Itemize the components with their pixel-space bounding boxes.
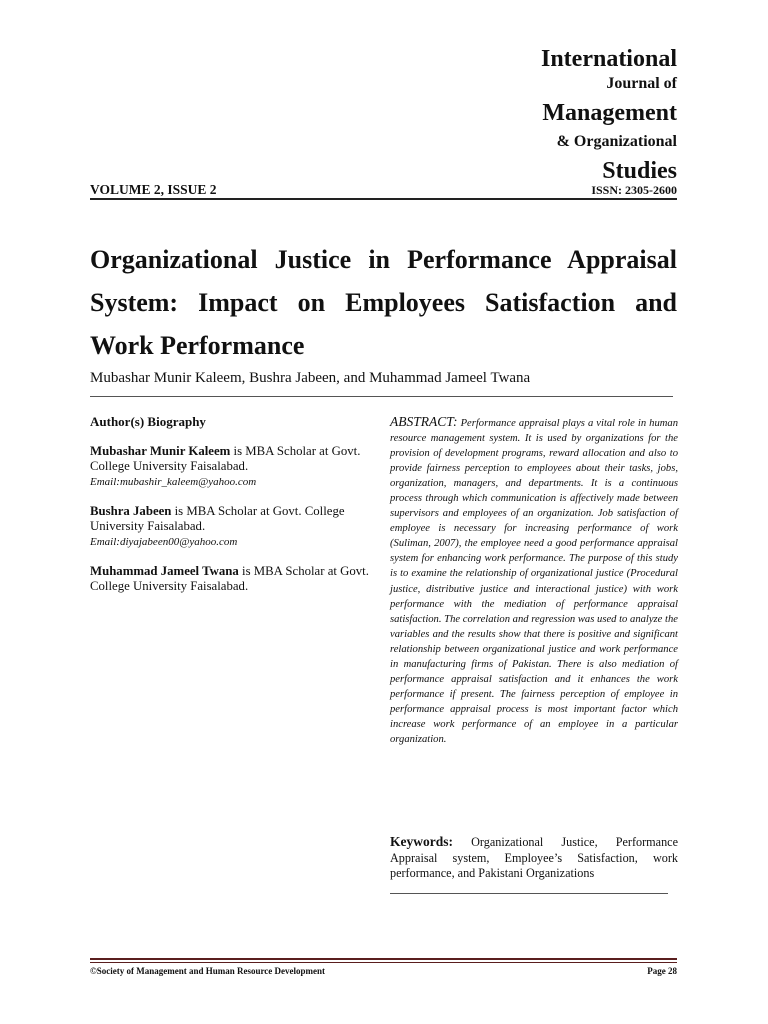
journal-name-line4: & Organizational (556, 133, 677, 150)
author-biography (90, 414, 370, 609)
bio-entry (90, 564, 370, 595)
journal-masthead (541, 44, 677, 186)
article-authors: Mubashar Munir Kaleem, Bushra Jabeen, and Muhammad Jameel Twana (90, 370, 531, 386)
bio-entry (90, 504, 370, 550)
footer-rule (90, 958, 677, 960)
bio-entry (90, 444, 370, 490)
author-name: Mubashar Munir Kaleem (90, 443, 231, 458)
journal-name-line3: Management (542, 100, 677, 126)
abstract (390, 414, 678, 747)
journal-name-line5: Studies (602, 158, 677, 184)
issue-info-bar (90, 182, 677, 200)
article-title: Organizational Justice in Performance Appraisal System: Impact on Employees Satisfaction and Work Performance (90, 245, 677, 360)
author-affiliation: is MBA Scholar at Govt. College University Faisalabad. (90, 503, 345, 533)
volume-issue: VOLUME 2, ISSUE 2 (90, 182, 217, 197)
footer-rule (90, 962, 677, 963)
abstract-text: Performance appraisal plays a vital role in human resource management system. It is used by organizations for the provision of development programs, reward allocation and also to provide fairness perception to employees about their tasks, jobs, organization, managers, and departments. It is a continuous process through which communication is affectively made between supervisors and employees of an organization. Job satisfaction of employee is necessary for increasing performance of work (Suliman, 2007), the employee need a good performance appraisal system for enhancing work performance. The purpose of this study is to examine the relationship of organizational justice (Procedural justice, distributive justice and interactional justice) with work performance with the mediation of performance appraisal satisfaction. The correlation and regression was used to analyze the variables and the results show that there is positive and significant relationship between organizational justice and work performance in manufacturing firms of Pakistan. There is also mediation of performance appraisal satisfaction and it enhances the work performance if present. The fairness perception of employee in performance appraisal process is most important factor which increase work performance of an employee in a particular organization. (390, 418, 678, 745)
keywords-label: Keywords: (390, 834, 453, 849)
page-number: Page 28 (647, 966, 677, 976)
author-email: Email:diyajabeen00@yahoo.com (90, 535, 238, 548)
author-affiliation: is MBA Scholar at Govt. College University Faisalabad. (90, 563, 369, 593)
author-affiliation: is MBA Scholar at Govt. College University Faisalabad. (90, 443, 361, 473)
issn: ISSN: 2305-2600 (591, 183, 677, 197)
keywords (390, 834, 678, 882)
journal-name-line1: International (540, 46, 677, 72)
author-name: Bushra Jabeen (90, 503, 172, 518)
divider (390, 893, 668, 894)
footer-copyright: ©Society of Management and Human Resource Development (90, 966, 326, 976)
abstract-label: ABSTRACT: (390, 414, 458, 429)
keywords-text: Organizational Justice, Performance Appraisal system, Employee’s Satisfaction, work performance, and Pakistani Organizations (390, 835, 678, 880)
biography-heading: Author(s) Biography (90, 414, 206, 429)
author-name: Muhammad Jameel Twana (90, 563, 239, 578)
divider (90, 396, 673, 397)
journal-name-line2: Journal of (606, 75, 677, 92)
author-email: Email:mubashir_kaleem@yahoo.com (90, 475, 257, 488)
